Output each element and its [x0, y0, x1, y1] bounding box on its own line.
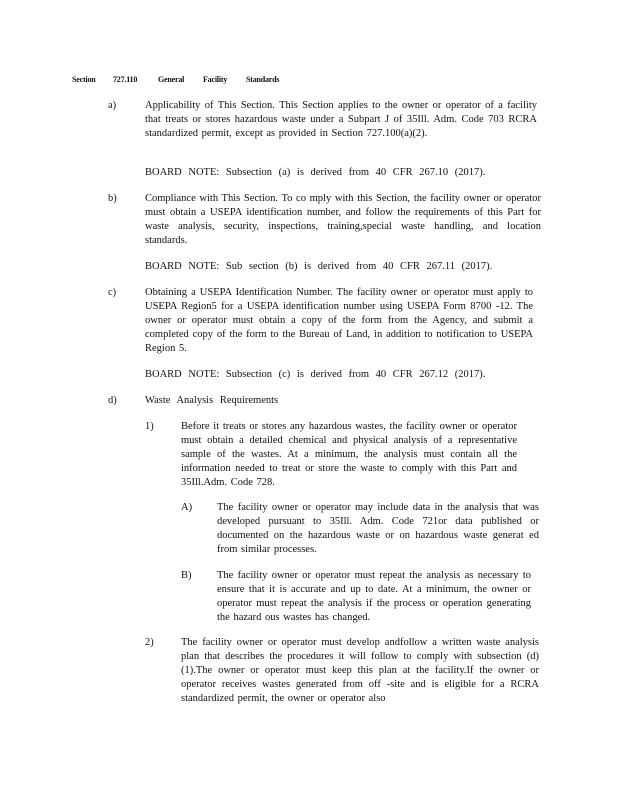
item-d1-text: Before it treats or stores any hazardous wastes, the facility owner or operator must obtain a detailed chemical and physical analysis of a representative sample of the wastes. At a minimum, the analysis must contain all the information needed to treat or store the waste to comply with this Part and 35Ill.Adm. Code 728.	[181, 421, 517, 488]
item-d-label: d)	[108, 395, 117, 406]
item-b-text: Compliance with This Section. To co mply with this Section, the facility owner or operator must obtain a USEPA identification number, and follow the requirements of this Part for waste analysis, security, inspections, training,special waste handling, and location standards.	[145, 193, 541, 246]
item-b-board-note: BOARD NOTE: Sub section (b) is derived from 40 CFR 267.11 (2017).	[145, 261, 493, 272]
section-number: 727.110	[113, 75, 138, 84]
item-d1A-text: The facility owner or operator may include data in the analysis that was developed pursuant to 35Ill. Adm. Code 721or data published or documented on the hazardous waste or on hazardous waste generat ed from similar processes.	[217, 502, 539, 555]
section-word: Section	[72, 75, 96, 84]
item-a-text: Applicability of This Section. This Section applies to the owner or operator of a facility that treats or stores hazardous waste under a Subpart J of 35Ill. Adm. Code 703 RCRA standardized permit, except as provided in Section 727.100(a)(2).	[145, 100, 537, 139]
item-b-label: b)	[108, 193, 117, 204]
item-d1A-label: A)	[181, 502, 193, 513]
item-d1B-label: B)	[181, 570, 192, 581]
section-title-word-3: Standards	[246, 75, 280, 84]
item-d2-label: 2)	[145, 637, 154, 648]
item-a-label: a)	[108, 100, 117, 111]
item-c-text: Obtaining a USEPA Identification Number. The facility owner or operator must apply to USEPA Region5 for a USEPA identification number using USEPA Form 8700 -12. The owner or operator must obtain a copy of the form from the Agency, and submit a completed copy of the form to the Bureau of Land, in addition to notification to USEPA Region 5.	[145, 287, 533, 354]
section-title-word-2: Facility	[203, 75, 228, 84]
item-d1B-text: The facility owner or operator must repeat the analysis as necessary to ensure that it is accurate and up to date. At a minimum, the owner or operator must repeat the analysis if the process or operation generating the hazard ous wastes has changed.	[217, 570, 531, 623]
item-c-board-note: BOARD NOTE: Subsection (c) is derived from 40 CFR 267.12 (2017).	[145, 369, 486, 380]
item-a-board-note: BOARD NOTE: Subsection (a) is derived from 40 CFR 267.10 (2017).	[145, 167, 486, 178]
item-d-heading: Waste Analysis Requirements	[145, 395, 279, 406]
item-d2-text: The facility owner or operator must develop andfollow a written waste analysis plan that describes the procedures it will follow to comply with subsection (d)(1).The owner or operator must keep this plan at the facility.If the owner or operator receives wastes generated from off -site and is eligible for a RCRA standardized permit, the owner or operator also	[181, 637, 539, 704]
item-c-label: c)	[108, 287, 117, 298]
section-title-word-1: General	[158, 75, 185, 84]
item-d1-label: 1)	[145, 421, 154, 432]
